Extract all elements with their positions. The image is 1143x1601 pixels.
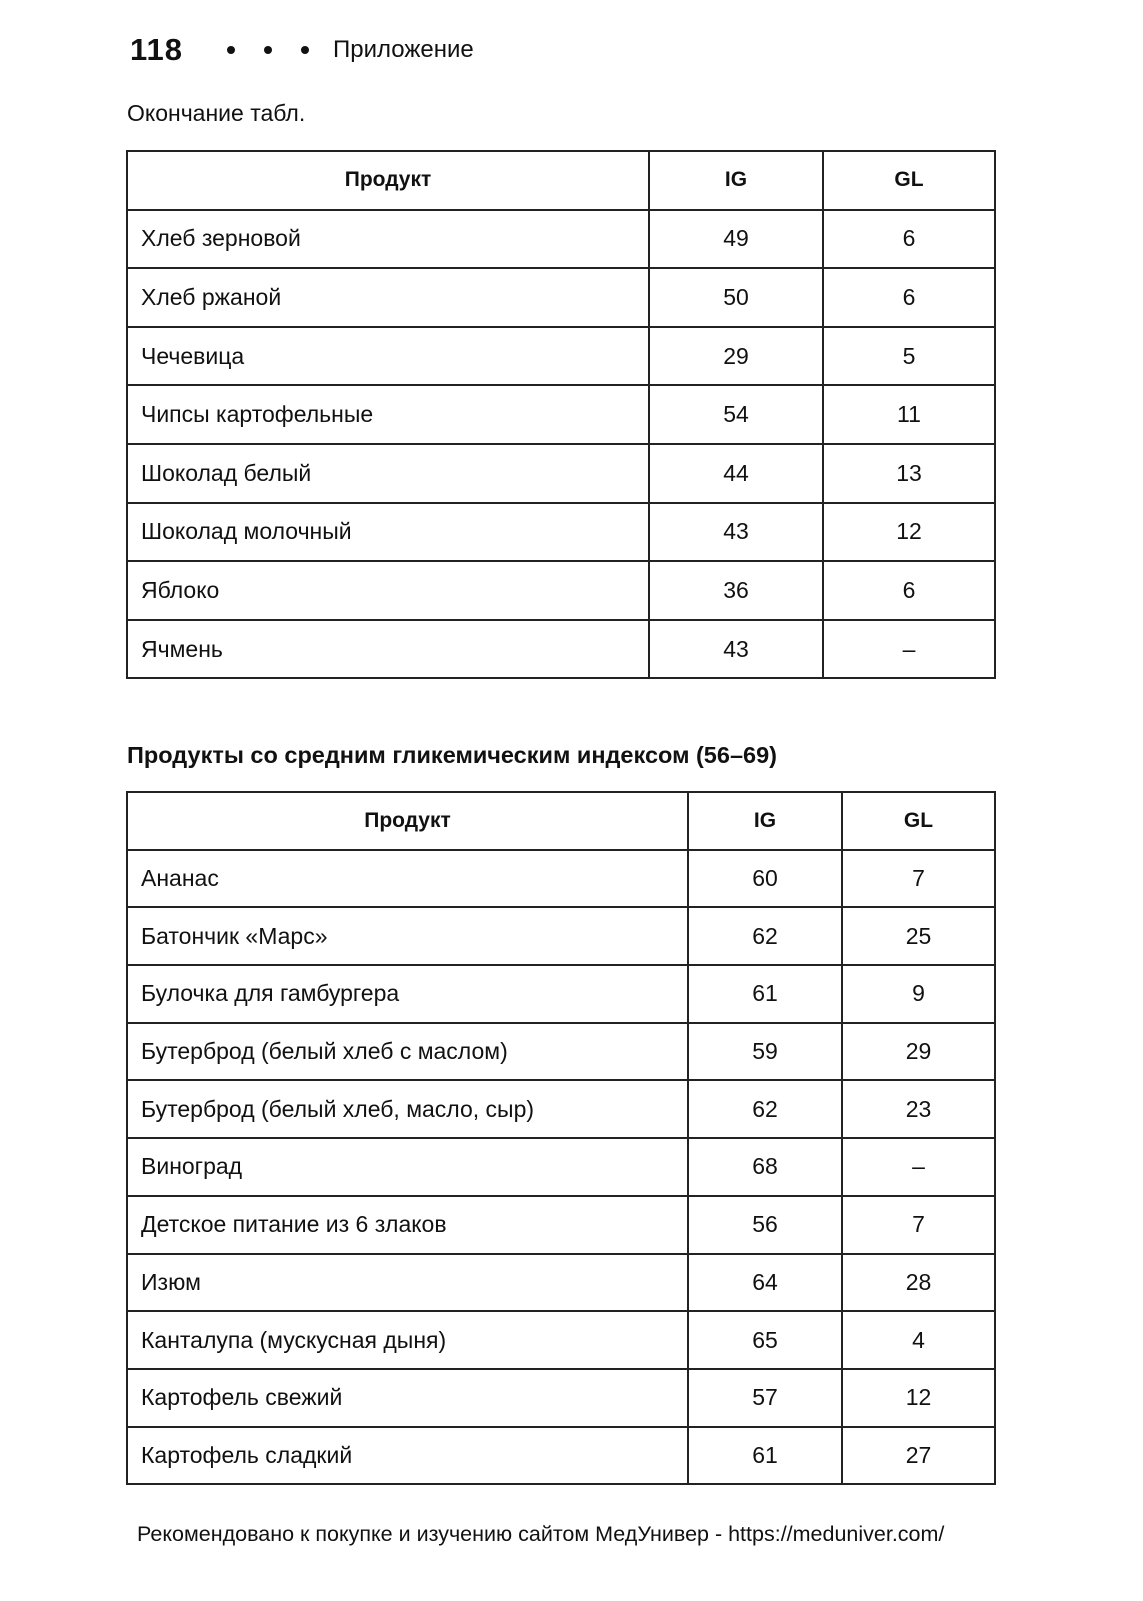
column-header-ig: IG: [649, 151, 823, 210]
footer-recommendation: Рекомендовано к покупке и изучению сайтом МедУнивер - https://meduniver.com/: [137, 1522, 945, 1546]
column-header-product: Продукт: [127, 792, 688, 850]
column-header-product: Продукт: [127, 151, 649, 210]
product-cell: Шоколад молочный: [127, 503, 649, 562]
gl-cell: 7: [842, 1196, 995, 1254]
table-row: [127, 620, 995, 679]
table-row: [127, 385, 995, 444]
gl-cell: 12: [842, 1369, 995, 1427]
gl-cell: 13: [823, 444, 995, 503]
ig-cell: 64: [688, 1254, 842, 1312]
separator-dots: [227, 46, 309, 54]
table-row: [127, 210, 995, 269]
gl-cell: 9: [842, 965, 995, 1023]
gl-cell: 25: [842, 907, 995, 965]
gl-cell: 29: [842, 1023, 995, 1081]
page-number: 118: [130, 32, 184, 67]
dot-icon: [301, 46, 309, 54]
page-header: [130, 30, 474, 70]
gl-cell: 6: [823, 561, 995, 620]
dot-icon: [227, 46, 235, 54]
ig-cell: 36: [649, 561, 823, 620]
ig-cell: 61: [688, 965, 842, 1023]
gl-cell: 27: [842, 1427, 995, 1485]
product-cell: Ананас: [127, 850, 688, 908]
product-cell: Хлеб ржаной: [127, 268, 649, 327]
section-title: Продукты со средним гликемическим индексом (56–69): [127, 742, 777, 768]
gl-cell: 11: [823, 385, 995, 444]
product-cell: Бутерброд (белый хлеб, масло, сыр): [127, 1080, 688, 1138]
gl-cell: –: [842, 1138, 995, 1196]
ig-cell: 43: [649, 503, 823, 562]
product-cell: Булочка для гамбургера: [127, 965, 688, 1023]
ig-cell: 62: [688, 1080, 842, 1138]
product-cell: Хлеб зерновой: [127, 210, 649, 269]
product-cell: Картофель свежий: [127, 1369, 688, 1427]
product-cell: Шоколад белый: [127, 444, 649, 503]
product-cell: Бутерброд (белый хлеб с маслом): [127, 1023, 688, 1081]
ig-cell: 65: [688, 1311, 842, 1369]
table-row: [127, 327, 995, 386]
column-header-gl: GL: [823, 151, 995, 210]
table-row: [127, 503, 995, 562]
table-row: [127, 444, 995, 503]
column-header-gl: GL: [842, 792, 995, 850]
product-cell: Ячмень: [127, 620, 649, 679]
ig-cell: 54: [649, 385, 823, 444]
gl-cell: 6: [823, 210, 995, 269]
ig-cell: 44: [649, 444, 823, 503]
table-row: [127, 1023, 995, 1081]
section-name: Приложение: [333, 36, 474, 63]
ig-cell: 60: [688, 850, 842, 908]
ig-cell: 68: [688, 1138, 842, 1196]
table-row: [127, 1080, 995, 1138]
ig-cell: 62: [688, 907, 842, 965]
table-continuation-label: Окончание табл.: [127, 100, 306, 126]
dot-icon: [264, 46, 272, 54]
table-row: [127, 1196, 995, 1254]
table-header-row: [127, 792, 995, 850]
table-row: [127, 561, 995, 620]
product-cell: Виноград: [127, 1138, 688, 1196]
product-cell: Изюм: [127, 1254, 688, 1312]
table-row: [127, 268, 995, 327]
table-row: [127, 965, 995, 1023]
table-row: [127, 850, 995, 908]
ig-cell: 43: [649, 620, 823, 679]
gl-cell: 4: [842, 1311, 995, 1369]
ig-cell: 59: [688, 1023, 842, 1081]
product-cell: Картофель сладкий: [127, 1427, 688, 1485]
table-row: [127, 907, 995, 965]
product-cell: Чечевица: [127, 327, 649, 386]
gl-cell: 23: [842, 1080, 995, 1138]
table-row: [127, 1369, 995, 1427]
ig-cell: 49: [649, 210, 823, 269]
product-cell: Батончик «Марс»: [127, 907, 688, 965]
ig-cell: 29: [649, 327, 823, 386]
ig-cell: 57: [688, 1369, 842, 1427]
gl-cell: –: [823, 620, 995, 679]
column-header-ig: IG: [688, 792, 842, 850]
glycemic-table-low: [126, 150, 996, 679]
product-cell: Канталупа (мускусная дыня): [127, 1311, 688, 1369]
gl-cell: 12: [823, 503, 995, 562]
gl-cell: 28: [842, 1254, 995, 1312]
gl-cell: 5: [823, 327, 995, 386]
table-header-row: [127, 151, 995, 210]
product-cell: Яблоко: [127, 561, 649, 620]
ig-cell: 50: [649, 268, 823, 327]
table-row: [127, 1311, 995, 1369]
table-row: [127, 1138, 995, 1196]
ig-cell: 61: [688, 1427, 842, 1485]
table-row: [127, 1427, 995, 1485]
gl-cell: 7: [842, 850, 995, 908]
glycemic-table-medium: [126, 791, 996, 1485]
gl-cell: 6: [823, 268, 995, 327]
product-cell: Чипсы картофельные: [127, 385, 649, 444]
table-row: [127, 1254, 995, 1312]
ig-cell: 56: [688, 1196, 842, 1254]
product-cell: Детское питание из 6 злаков: [127, 1196, 688, 1254]
